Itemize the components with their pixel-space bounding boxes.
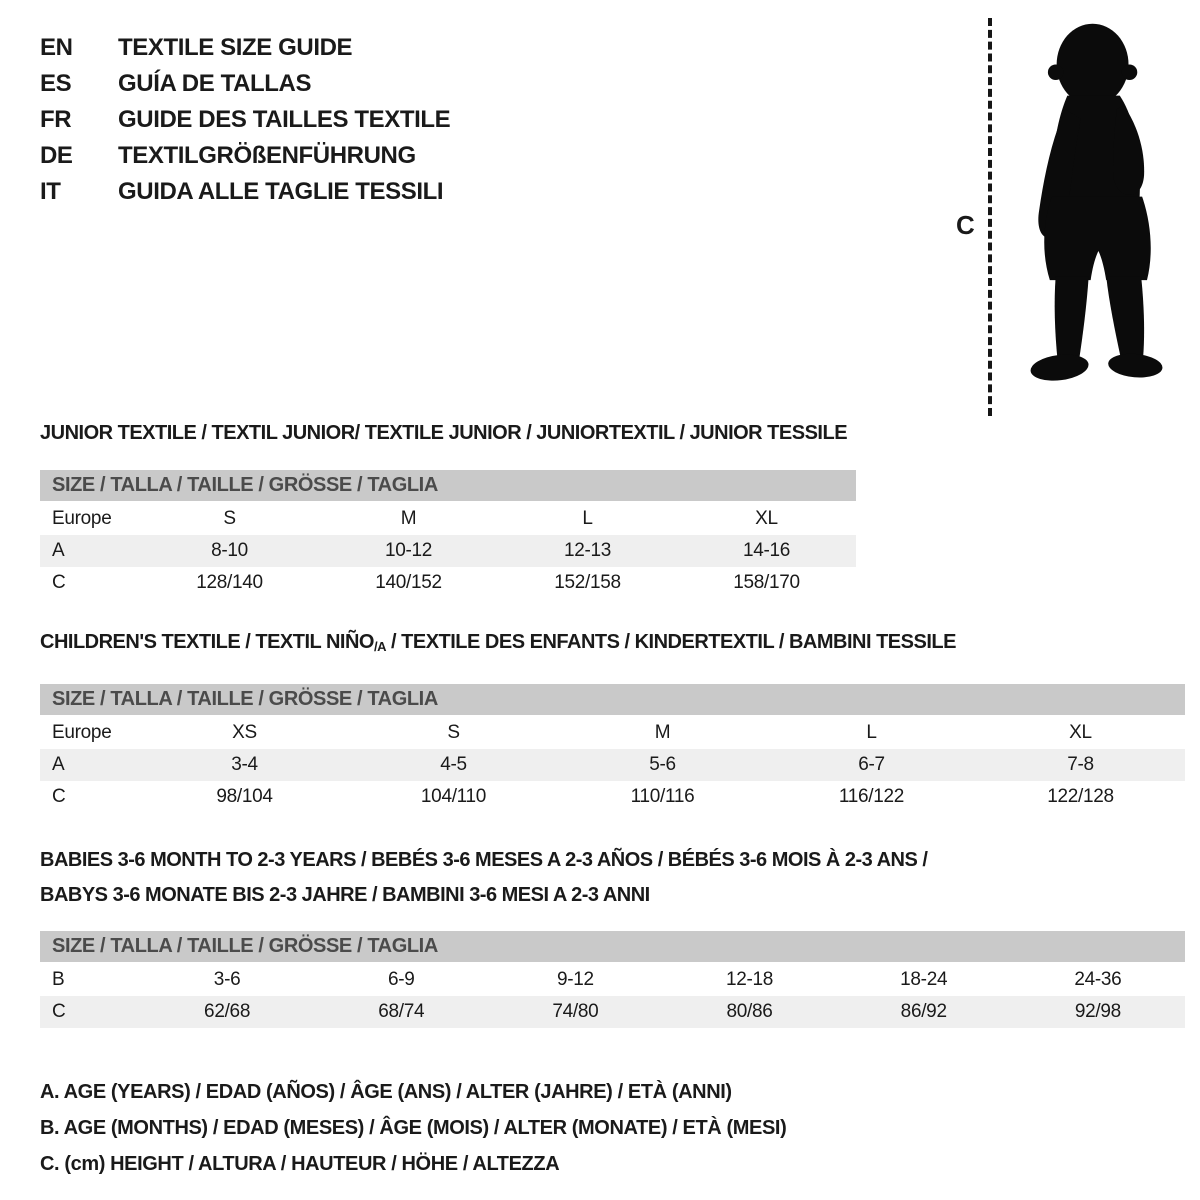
section-junior-textile [40, 420, 1165, 599]
table-row [40, 567, 856, 599]
row-label-cell: B [52, 969, 65, 990]
size-cell: 14-16 [677, 535, 856, 567]
height-dashed-line [988, 18, 992, 416]
size-cell: 3-6 [213, 969, 241, 990]
baby-silhouette-icon [998, 14, 1193, 422]
height-figure [898, 12, 1198, 424]
table-row [40, 964, 1185, 996]
size-cell: L [582, 508, 593, 529]
size-cell: XL [1069, 722, 1092, 743]
babies-size-table [40, 964, 1185, 1028]
size-cell: 152/158 [554, 572, 621, 593]
language-title: TEXTILE SIZE GUIDE [118, 34, 353, 61]
babies-heading-line1: BABIES 3-6 MONTH TO 2-3 YEARS / BEBÉS 3-6 MESES A 2-3 AÑOS / BÉBÉS 3-6 MOIS À 2-3 ANS / [40, 849, 928, 871]
height-measure-label: C [956, 210, 975, 240]
row-label-cell: A [40, 749, 140, 781]
size-cell: 4-5 [349, 749, 558, 781]
children-size-bar: SIZE / TALLA / TAILLE / GRÖSSE / TAGLIA [40, 684, 1185, 715]
note-age-years: A. AGE (YEARS) / EDAD (AÑOS) / ÂGE (ANS) / ALTER (JAHRE) / ETÀ (ANNI) [40, 1081, 732, 1103]
size-cell: 68/74 [314, 996, 488, 1028]
children-section-heading [40, 629, 1165, 660]
size-cell: XL [755, 508, 778, 529]
size-cell: L [866, 722, 877, 743]
children-heading-subscript: /A [373, 639, 386, 654]
size-cell: 116/122 [838, 786, 905, 807]
table-row [40, 535, 856, 567]
size-cell: S [223, 508, 236, 529]
row-label-cell: A [40, 535, 140, 567]
junior-size-table [40, 503, 856, 599]
size-cell: 158/170 [733, 572, 800, 593]
row-label-cell: C [40, 996, 140, 1028]
size-cell: XS [232, 722, 257, 743]
size-cell: 62/68 [140, 996, 314, 1028]
junior-size-bar: SIZE / TALLA / TAILLE / GRÖSSE / TAGLIA [40, 470, 856, 501]
size-cell: 6-7 [767, 749, 976, 781]
size-cell: M [400, 508, 417, 529]
table-row [40, 503, 856, 535]
language-title: TEXTILGRÖßENFÜHRUNG [118, 142, 416, 169]
language-code: ES [40, 70, 72, 97]
language-title: GUIDA ALLE TAGLIE TESSILI [118, 178, 444, 205]
children-heading-main: CHILDREN'S TEXTILE / TEXTIL NIÑO [40, 631, 374, 653]
language-code: FR [40, 106, 72, 133]
table-row [40, 749, 1185, 781]
size-cell: 86/92 [837, 996, 1011, 1028]
language-title: GUIDE DES TAILLES TEXTILE [118, 106, 451, 133]
row-label-cell: C [52, 572, 66, 593]
language-title: GUÍA DE TALLAS [118, 70, 312, 97]
size-cell: 18-24 [900, 969, 948, 990]
children-size-table [40, 717, 1185, 813]
babies-heading-line2: BABYS 3-6 MONATE BIS 2-3 JAHRE / BAMBINI 3-6 MESI A 2-3 ANNI [40, 884, 650, 906]
section-childrens-textile [40, 629, 1165, 813]
size-cell: 74/80 [488, 996, 662, 1028]
size-cell: 80/86 [662, 996, 836, 1028]
size-cell: 24-36 [1074, 969, 1122, 990]
section-babies-textile [40, 843, 1165, 1028]
size-cell: 12-18 [725, 969, 774, 990]
size-cell: 110/116 [630, 786, 695, 807]
table-row [40, 781, 1185, 813]
header-area [40, 0, 1165, 420]
row-label-cell: C [52, 786, 66, 807]
size-cell: 128/140 [196, 572, 263, 593]
size-cell: 7-8 [976, 749, 1185, 781]
size-cell: 10-12 [319, 535, 498, 567]
language-code: IT [40, 178, 61, 205]
size-cell: 12-13 [498, 535, 677, 567]
children-heading-rest: / TEXTILE DES ENFANTS / KINDERTEXTIL / BAMBINI TESSILE [385, 631, 956, 653]
table-row [40, 717, 1185, 749]
note-age-months: B. AGE (MONTHS) / EDAD (MESES) / ÂGE (MOIS) / ALTER (MONATE) / ETÀ (MESI) [40, 1117, 787, 1139]
note-height-cm: C. (cm) HEIGHT / ALTURA / HAUTEUR / HÖHE / ALTEZZA [40, 1153, 560, 1175]
row-label-cell: Europe [52, 508, 112, 529]
junior-section-heading: JUNIOR TEXTILE / TEXTIL JUNIOR/ TEXTILE JUNIOR / JUNIORTEXTIL / JUNIOR TESSILE [40, 422, 848, 444]
size-cell: M [654, 722, 671, 743]
size-cell: 98/104 [216, 786, 273, 807]
size-cell: 122/128 [1047, 786, 1114, 807]
size-cell: 3-4 [140, 749, 349, 781]
size-cell: 92/98 [1011, 996, 1185, 1028]
legend-notes [40, 1074, 1165, 1182]
size-cell: 8-10 [140, 535, 319, 567]
row-label-cell: Europe [52, 722, 112, 743]
table-row [40, 996, 1185, 1028]
size-cell: 104/110 [420, 786, 487, 807]
babies-size-bar: SIZE / TALLA / TAILLE / GRÖSSE / TAGLIA [40, 931, 1185, 962]
size-cell: 6-9 [387, 969, 415, 990]
size-cell: S [447, 722, 460, 743]
language-code: EN [40, 34, 73, 61]
language-code: DE [40, 142, 73, 169]
babies-section-heading [40, 843, 1165, 913]
size-cell: 9-12 [556, 969, 594, 990]
size-cell: 5-6 [558, 749, 767, 781]
size-cell: 140/152 [375, 572, 442, 593]
